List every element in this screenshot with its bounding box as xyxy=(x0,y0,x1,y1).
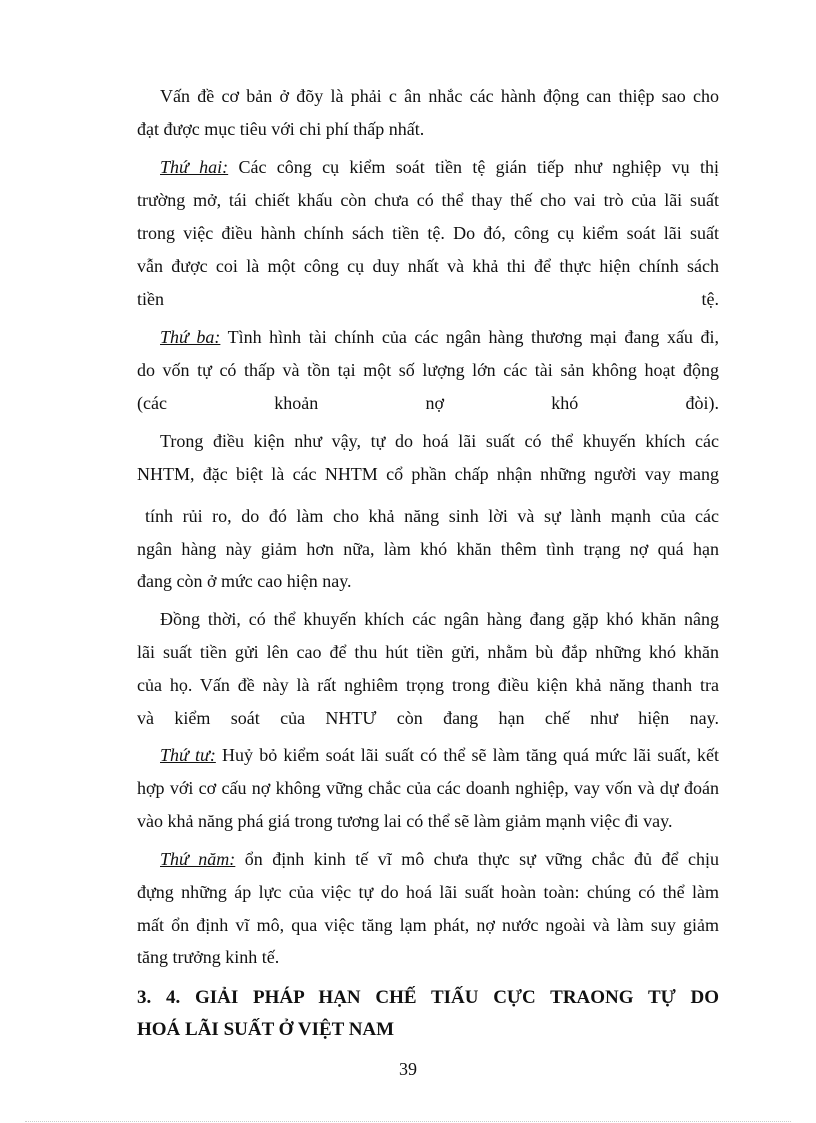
page-bottom-divider xyxy=(25,1121,791,1122)
paragraph-7-line-3: mất ổn định vĩ mô, qua việc tăng lạm phát, nợ nước ngoài và làm suy giảm xyxy=(137,915,719,935)
paragraph-3-line-1-text: Tình hình tài chính của các ngân hàng thương mại đang xấu đi, xyxy=(220,327,719,347)
paragraph-6-line-1-text: Huỷ bỏ kiểm soát lãi suất có thể sẽ làm tăng quá mức lãi suất, kết xyxy=(215,745,720,765)
paragraph-2-line-2: trường mở, tái chiết khấu còn chưa có thể thay thế cho vai trò của lãi suất xyxy=(137,190,719,210)
paragraph-7-line-1 xyxy=(160,847,719,871)
paragraph-4-line-2: NHTM, đặc biệt là các NHTM cổ phần chấp nhận những người vay mang xyxy=(137,464,719,484)
label-thu-tu: Thứ tư: xyxy=(160,745,216,765)
paragraph-3-line-2: do vốn tự có thấp và tồn tại một số lượng lớn các tài sản không hoạt động xyxy=(137,360,719,380)
paragraph-4-line-3: tính rủi ro, do đó làm cho khả năng sinh lời và sự lành mạnh của các xyxy=(145,506,719,526)
paragraph-7-line-4: tăng trưởng kinh tế. xyxy=(137,947,280,967)
paragraph-1-line-1: Vấn đề cơ bản ở đõy là phải c ân nhắc các hành động can thiệp sao cho xyxy=(160,86,719,106)
paragraph-4-line-4: ngân hàng này giảm hơn nữa, làm khó khăn thêm tình trạng nợ quá hạn xyxy=(137,539,719,559)
paragraph-2-line-1-text: Các công cụ kiểm soát tiền tệ gián tiếp như nghiệp vụ thị xyxy=(228,157,719,177)
paragraph-5-line-4: và kiểm soát của NHTƯ còn đang hạn chế như hiện nay. xyxy=(137,708,719,728)
label-thu-ba: Thứ ba: xyxy=(160,327,221,347)
section-heading-line-1: 3. 4. GIẢI PHÁP HẠN CHẾ TIẤU CỰC TRAONG TỰ DO xyxy=(137,987,719,1008)
paragraph-4-line-1: Trong điều kiện như vậy, tự do hoá lãi suất có thể khuyến khích các xyxy=(160,431,719,451)
paragraph-2-line-1 xyxy=(160,155,719,179)
paragraph-2-line-3: trong việc điều hành chính sách tiền tệ. Do đó, công cụ kiểm soát lãi suất xyxy=(137,223,719,243)
paragraph-1-line-2: đạt được mục tiêu với chi phí thấp nhất. xyxy=(137,119,425,139)
paragraph-5-line-3: của họ. Vấn đề này là rất nghiêm trọng trong điều kiện khả năng thanh tra xyxy=(137,675,719,695)
paragraph-6-line-3: vào khả năng phá giá trong tương lai có thể sẽ làm giảm mạnh việc đi vay. xyxy=(137,811,673,831)
paragraph-3-line-3: (các khoản nợ khó đòi). xyxy=(137,393,719,413)
paragraph-5-line-1: Đồng thời, có thể khuyến khích các ngân hàng đang gặp khó khăn nâng xyxy=(160,609,719,629)
paragraph-7-line-1-text: ổn định kinh tế vĩ mô chưa thực sự vững chắc đủ để chịu xyxy=(235,849,719,869)
label-thu-hai: Thứ hai: xyxy=(160,157,229,177)
paragraph-6-line-1 xyxy=(160,743,719,767)
page-number: 39 xyxy=(399,1059,417,1079)
label-thu-nam: Thứ năm: xyxy=(160,849,236,869)
paragraph-2-line-5: tiền tệ. xyxy=(137,289,719,309)
paragraph-5-line-2: lãi suất tiền gửi lên cao để thu hút tiền gửi, nhằm bù đắp những khó khăn xyxy=(137,642,719,662)
paragraph-6-line-2: hợp với cơ cấu nợ không vững chắc của các doanh nghiệp, vay vốn và dự đoán xyxy=(137,778,719,798)
paragraph-4-line-5: đang còn ở mức cao hiện nay. xyxy=(137,571,352,591)
paragraph-7-line-2: đựng những áp lực của việc tự do hoá lãi suất hoàn toàn: chúng có thể làm xyxy=(137,882,719,902)
paragraph-2-line-4: vẫn được coi là một công cụ duy nhất và khả thi để thực hiện chính sách xyxy=(137,256,719,276)
section-heading-line-2: HOÁ LÃI SUẤT Ở VIỆT NAM xyxy=(137,1019,395,1040)
paragraph-3-line-1 xyxy=(160,325,719,349)
